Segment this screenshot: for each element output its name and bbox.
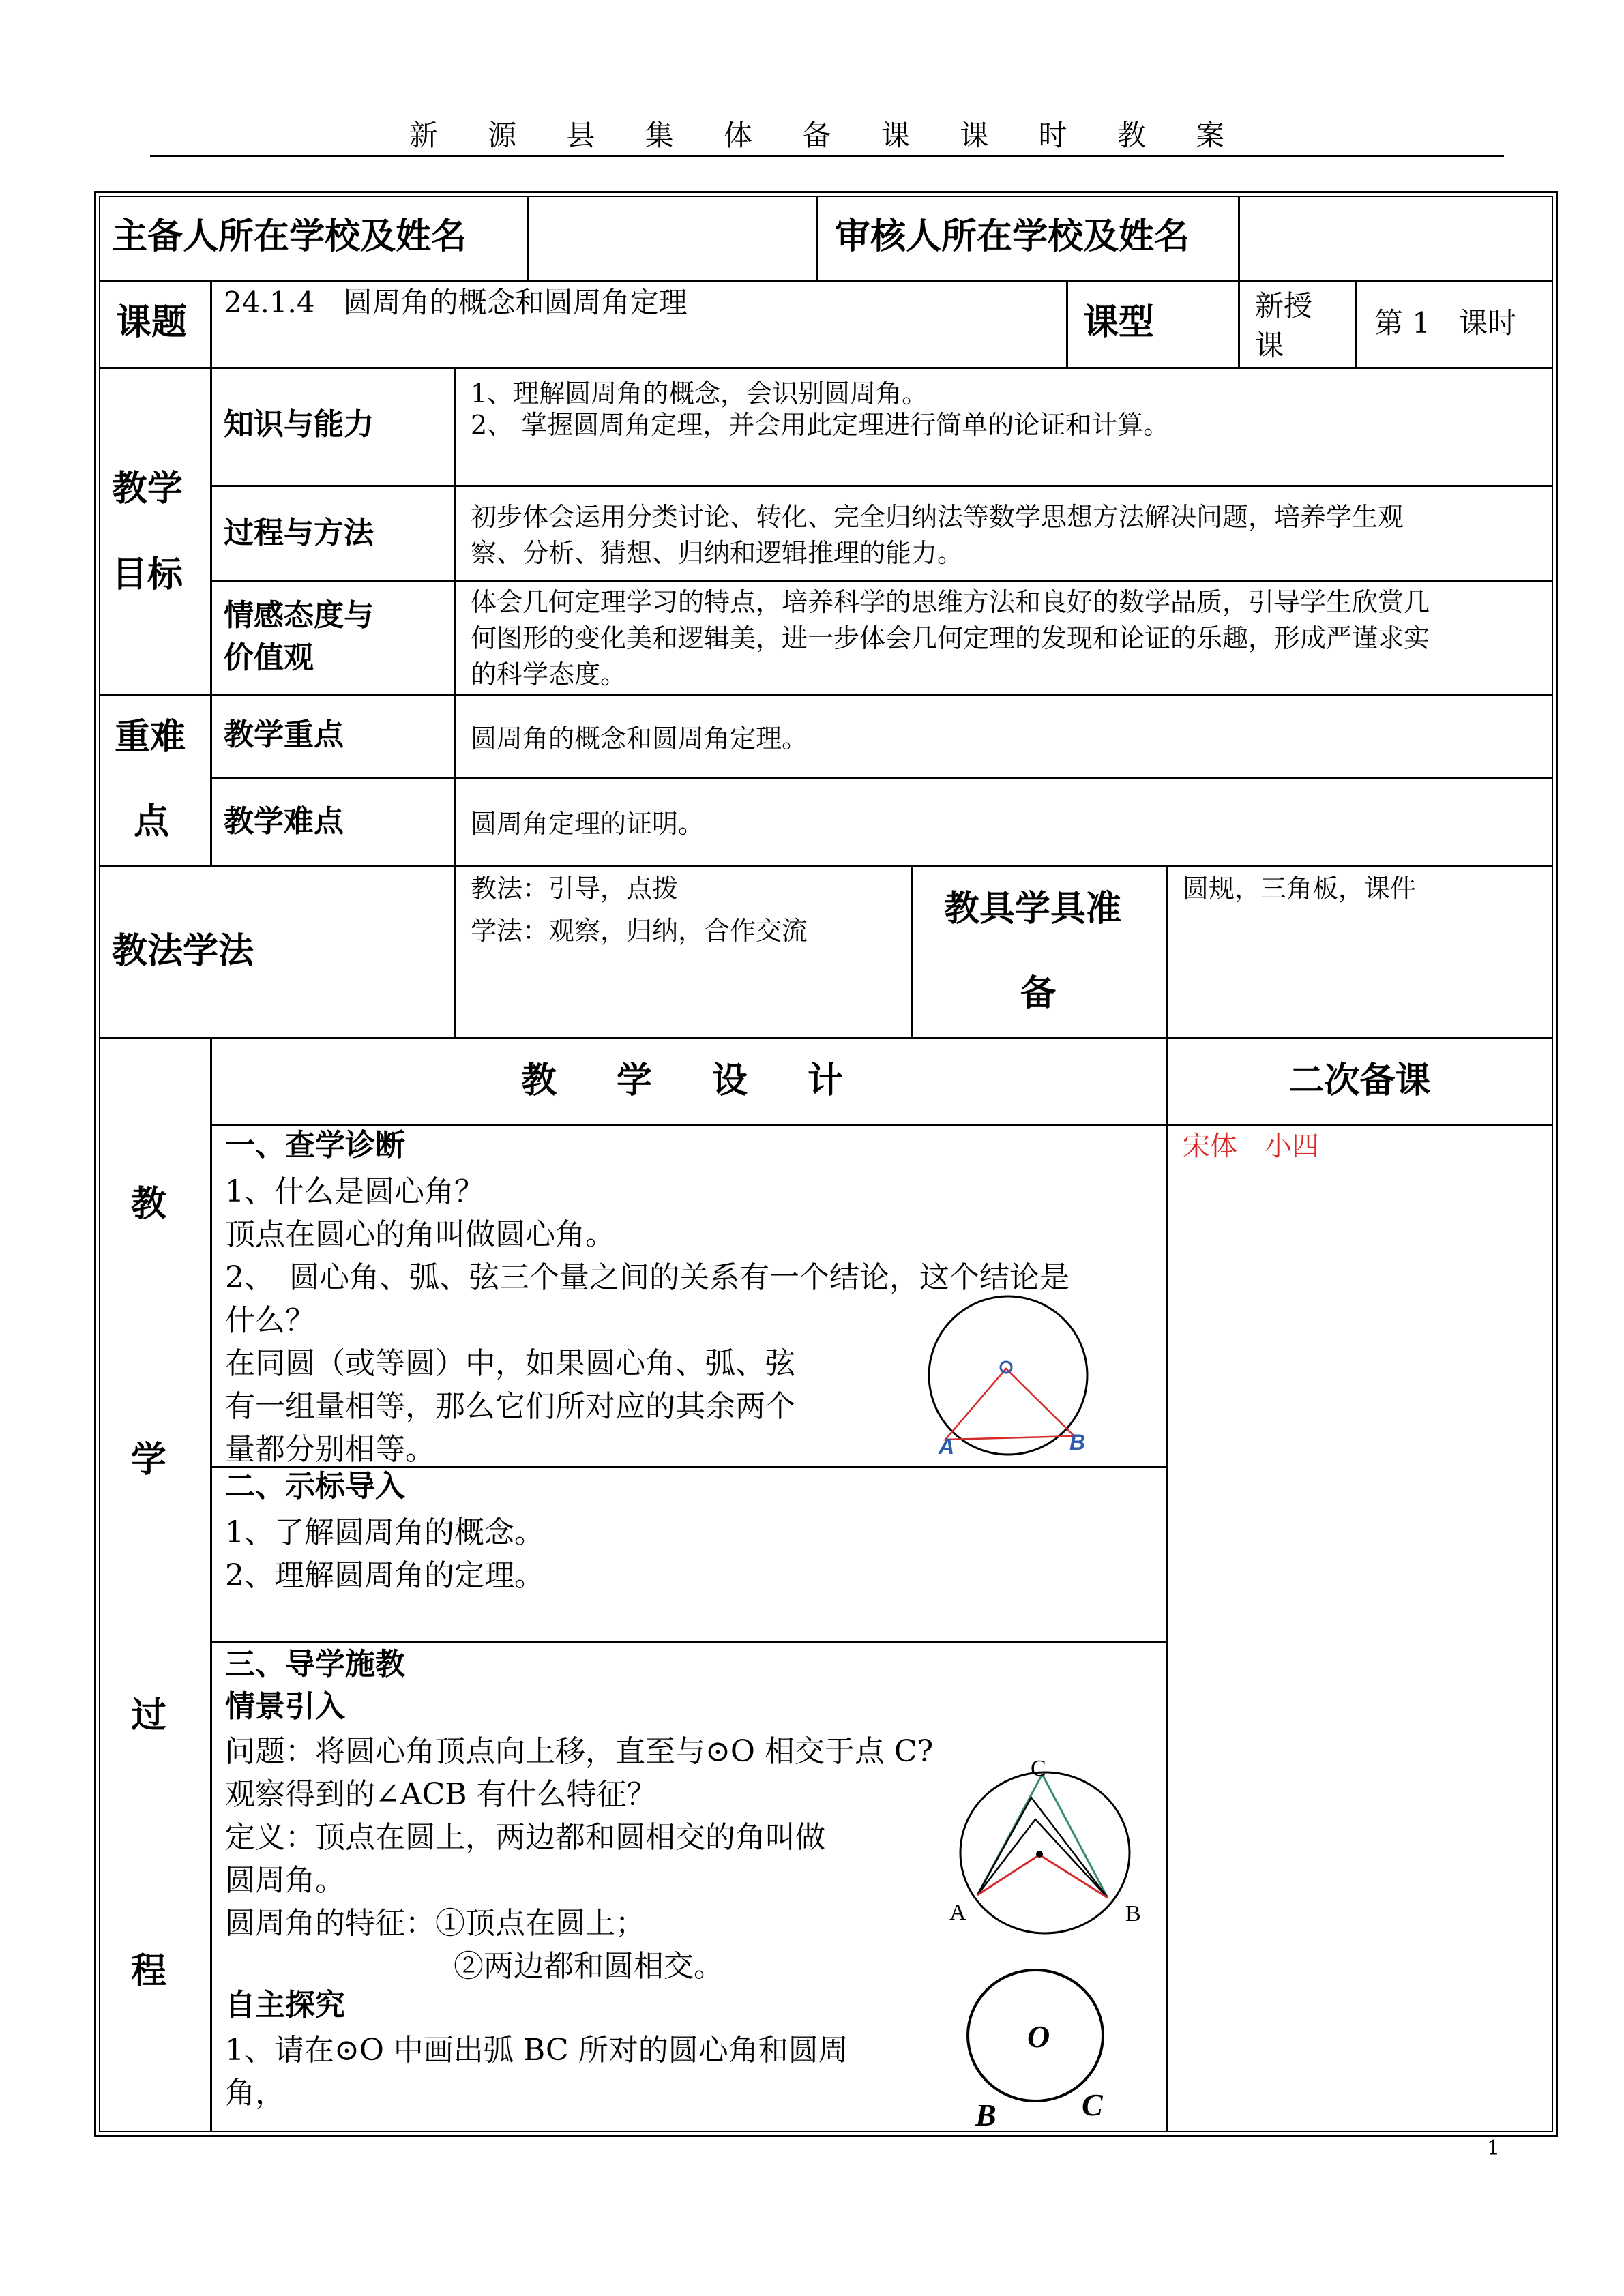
arc-bc-figure (955, 1964, 1125, 2132)
col-rule (1355, 280, 1357, 367)
page-number: 1 (1487, 2136, 1501, 2160)
col-rule (1238, 196, 1240, 367)
row-rule (210, 485, 1553, 487)
type-value: 新授课 (1255, 289, 1313, 362)
objective-label-knowledge: 知识与能力 (224, 407, 374, 442)
section1-line-2: 顶点在圆心的角叫做圆心角。 (225, 1217, 615, 1252)
header-rule (150, 155, 1504, 157)
section3-line-1: 问题：将圆心角顶点向上移，直至与⊙O 相交于点 C? (225, 1734, 934, 1769)
row-rule (210, 1124, 1553, 1126)
objectives-label-1: 教学 (112, 468, 183, 509)
learning-method: 学法：观察，归纳，合作交流 (471, 916, 808, 946)
col-rule (210, 280, 212, 367)
section3-line-7: 1、请在⊙O 中画出弧 BC 所对的圆心角和圆周 (225, 2033, 848, 2068)
center-point (1001, 1362, 1012, 1373)
col-rule (210, 367, 212, 865)
second-prep-header: 二次备课 (1288, 1060, 1431, 1101)
section1-line-3: 2、 圆心角、弧、弦三个量之间的关系有一个结论，这个结论是 (225, 1260, 1069, 1295)
row-rule (99, 367, 1553, 369)
document-header: 新 源 县 集 体 备 课 课 时 教 案 (409, 119, 1245, 152)
focus-label: 教学重点 (224, 717, 344, 752)
objective-process-line-2: 察、分析、猜想、归纳和逻辑推理的能力。 (471, 538, 964, 568)
objective-values-line-2: 何图形的变化美和逻辑美，进一步体会几何定理的发现和论证的乐趣，形成严谨求实 (471, 623, 1430, 653)
objectives-label-2: 目标 (112, 554, 183, 595)
section3-line-8: 角， (225, 2076, 285, 2111)
label-b: B (975, 2098, 996, 2132)
tools-label-2: 备 (1020, 973, 1057, 1014)
col-rule (816, 196, 818, 280)
label-c: C (1082, 2087, 1103, 2122)
difficulty-text: 圆周角定理的证明。 (471, 809, 705, 839)
keypoints-label-1: 重难 (115, 717, 186, 758)
row-rule (99, 1037, 1553, 1039)
section3-line-3: 定义：顶点在圆上，两边都和圆相交的角叫做 (225, 1820, 825, 1855)
label-b: B (1125, 1901, 1141, 1926)
inscribed-angle-green (977, 1774, 1108, 1898)
label-c: C (1031, 1756, 1046, 1781)
circle-o (960, 1772, 1130, 1933)
topic-value: 24.1.4 圆周角的概念和圆周角定理 (224, 286, 688, 319)
design-header: 教 学 设 计 (520, 1060, 855, 1101)
section1-line-5: 在同圆（或等圆）中，如果圆心角、弧、弦 (225, 1346, 795, 1381)
objective-label-values: 情感态度与价值观 (224, 598, 374, 675)
section3-subtitle-explore: 自主探究 (225, 1988, 345, 2023)
objective-process-line-1: 初步体会运用分类讨论、转化、完全归纳法等数学思想方法解决问题，培养学生观 (471, 502, 1404, 532)
section1-line-6: 有一组量相等，那么它们所对应的其余两个 (225, 1389, 795, 1424)
section3-line-2: 观察得到的∠ACB 有什么特征？ (225, 1777, 657, 1812)
teaching-method: 教法：引导，点拨 (471, 874, 679, 904)
process-label-1: 教 (131, 1184, 167, 1225)
col-rule (454, 367, 456, 865)
label-a: A (949, 1900, 966, 1925)
row-rule (99, 694, 1553, 696)
section1-line-7: 量都分别相等。 (225, 1432, 435, 1467)
section3-subtitle-intro: 情景引入 (225, 1689, 345, 1724)
tools-value: 圆规，三角板，课件 (1183, 874, 1417, 904)
section3-title: 三、导学施教 (225, 1647, 405, 1682)
section1-line-4: 什么？ (225, 1303, 315, 1338)
section2-title: 二、示标导入 (225, 1469, 405, 1504)
section3-line-4: 圆周角。 (225, 1863, 345, 1898)
section3-line-5: 圆周角的特征：①顶点在圆上； (225, 1906, 645, 1941)
label-b: B (1069, 1430, 1086, 1455)
objective-values-line-3: 的科学态度。 (471, 659, 627, 689)
section2-line-2: 2、理解圆周角的定理。 (225, 1558, 544, 1593)
reviewer-label: 审核人所在学校及姓名 (835, 216, 1190, 257)
preparer-label: 主备人所在学校及姓名 (112, 216, 467, 257)
difficulty-label: 教学难点 (224, 804, 344, 839)
col-rule (210, 1037, 212, 2132)
central-angle-lines (945, 1369, 1074, 1440)
process-label-3: 过 (131, 1695, 167, 1736)
label-a: A (939, 1434, 955, 1459)
section1-line-1: 1、什么是圆心角？ (225, 1174, 484, 1209)
row-rule (99, 280, 1553, 282)
col-rule (454, 865, 456, 1037)
central-angle-figure (921, 1296, 1098, 1459)
col-rule (911, 865, 913, 1037)
methods-label: 教法学法 (112, 931, 254, 972)
section1-title: 一、查学诊断 (225, 1128, 405, 1163)
objective-knowledge-line-1: 1、理解圆周角的概念，会识别圆周角。 (471, 378, 928, 408)
topic-label: 课题 (116, 302, 188, 343)
period: 第 1 课时 (1374, 306, 1517, 340)
objective-knowledge-line-2: 2、 掌握圆周角定理，并会用此定理进行简单的论证和计算。 (471, 410, 1170, 440)
focus-text: 圆周角的概念和圆周角定理。 (471, 724, 808, 754)
tools-label-1: 教具学具准 (944, 889, 1122, 929)
row-rule (99, 865, 1553, 867)
col-rule (1166, 865, 1168, 2132)
objective-values-line-1: 体会几何定理学习的特点，培养科学的思维方法和良好的数学品质，引导学生欣赏几 (471, 587, 1430, 617)
keypoints-label-2: 点 (134, 801, 170, 842)
center-point (1036, 1851, 1043, 1858)
process-label-2: 学 (131, 1440, 167, 1480)
second-prep-note: 宋体 小四 (1183, 1131, 1319, 1162)
process-label-4: 程 (131, 1951, 167, 1992)
section3-line-6: ②两边都和圆相交。 (454, 1949, 724, 1984)
type-label: 课型 (1083, 302, 1155, 343)
col-rule (1066, 280, 1068, 367)
row-rule (210, 777, 1553, 779)
section2-line-1: 1、了解圆周角的概念。 (225, 1515, 544, 1550)
col-rule (527, 196, 529, 280)
objective-label-process: 过程与方法 (224, 516, 374, 550)
inscribed-angle-figure (941, 1756, 1160, 1937)
row-rule (210, 1641, 1166, 1643)
label-o: O (1027, 2019, 1050, 2054)
